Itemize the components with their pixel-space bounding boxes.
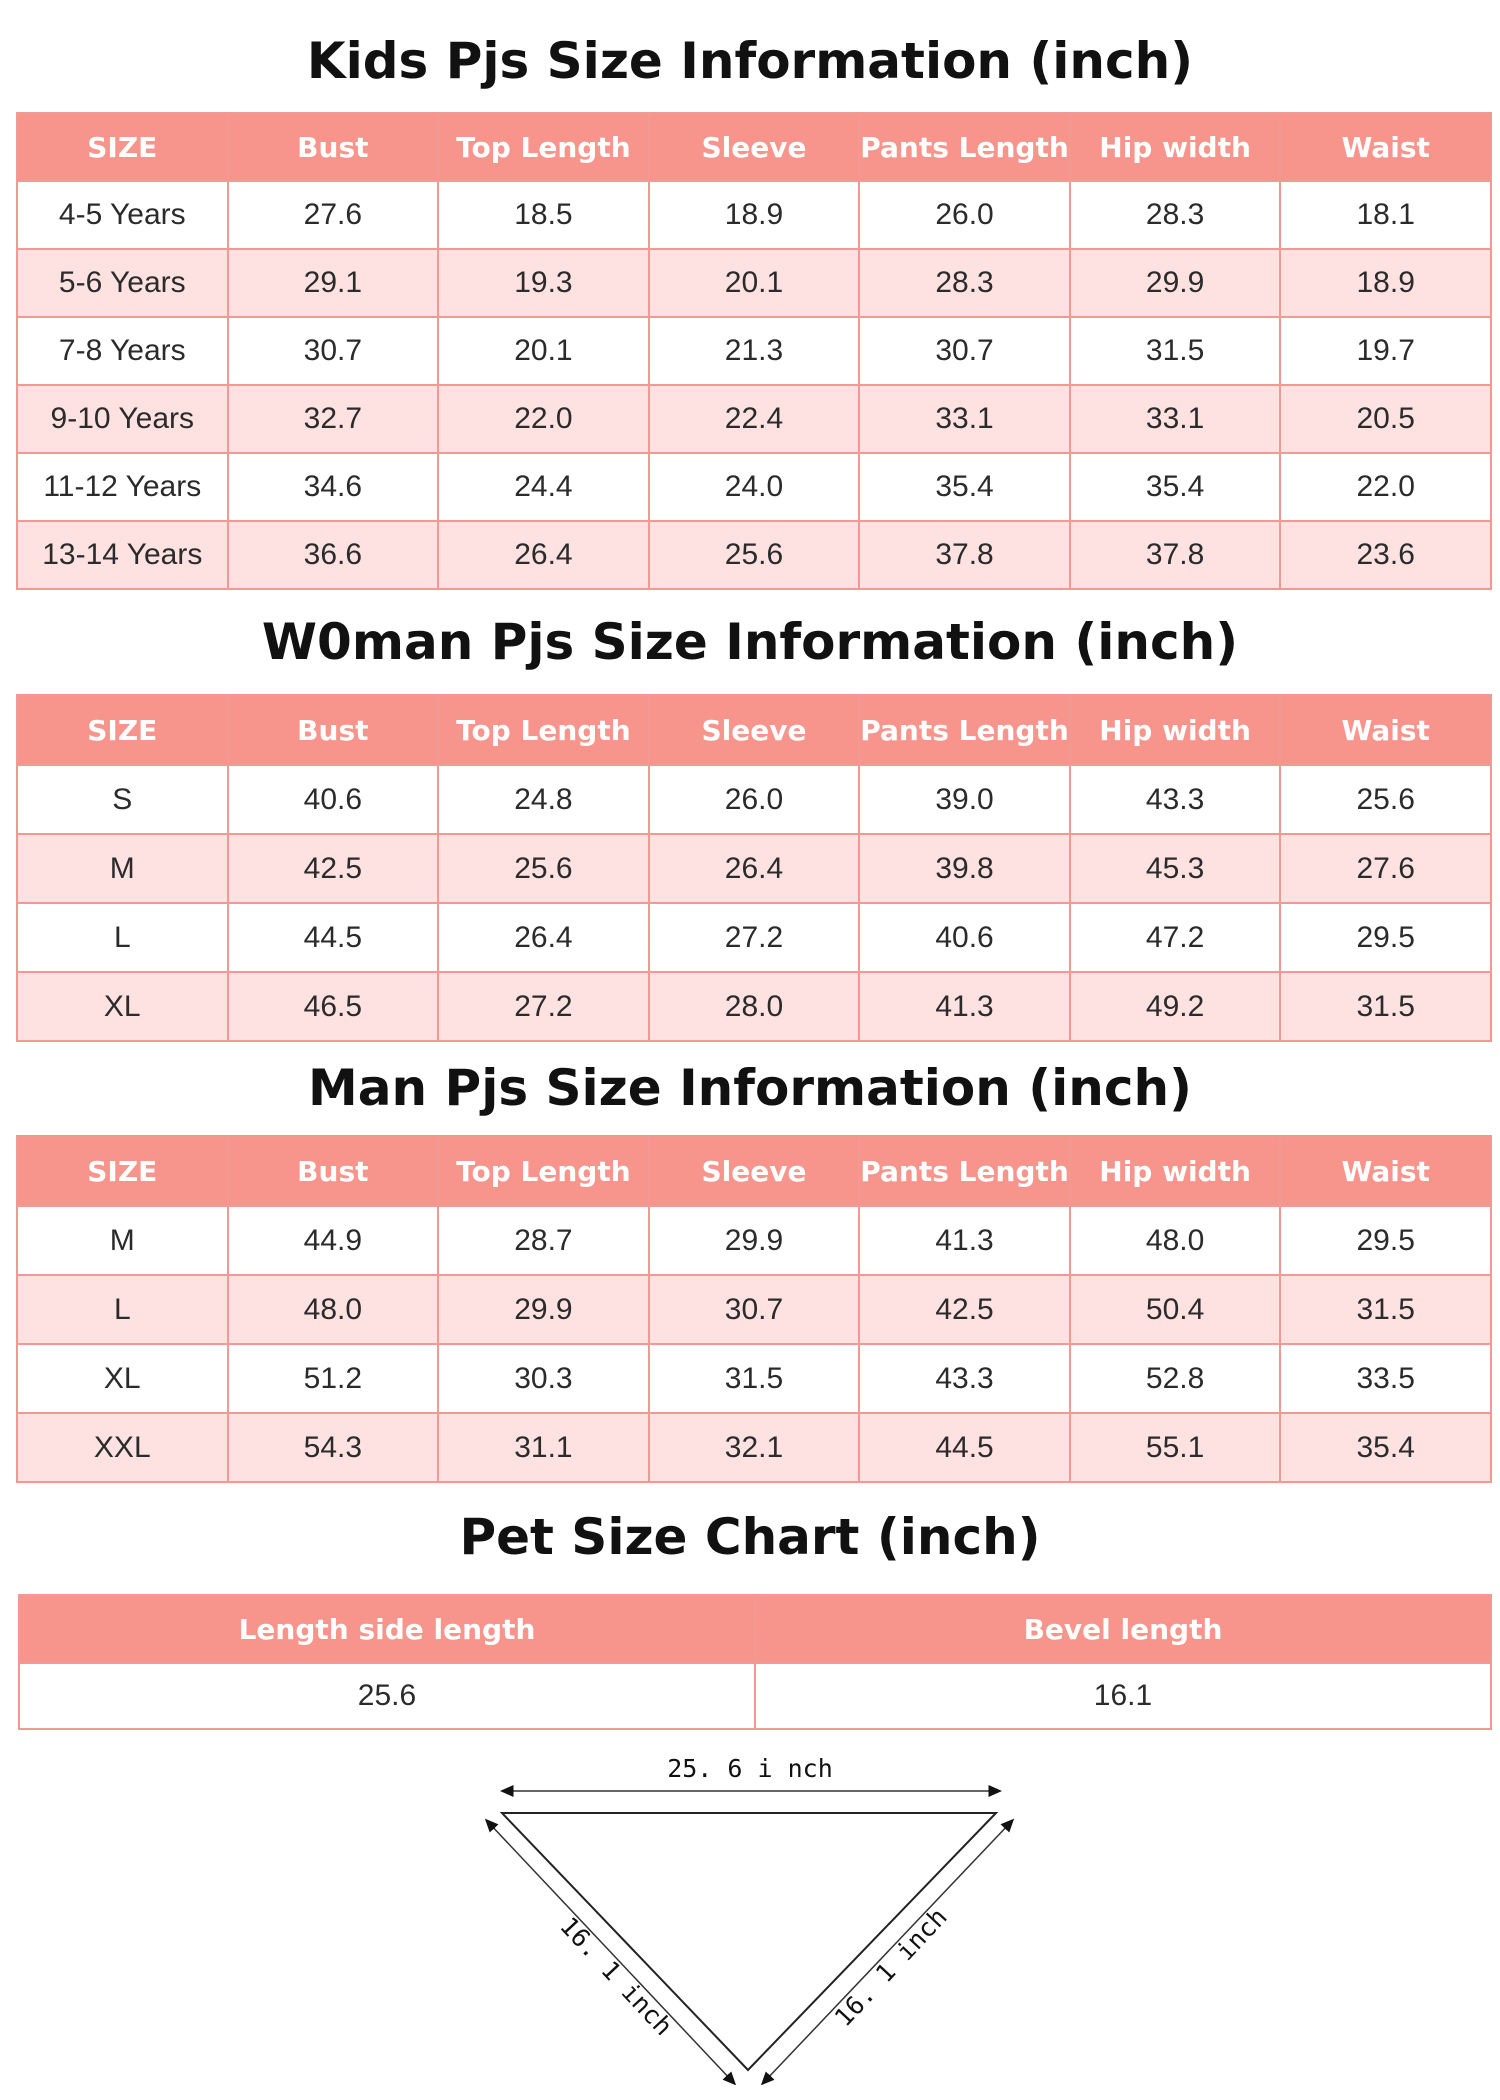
- woman-table-cell: 42.5: [228, 834, 439, 903]
- woman-table-cell: L: [17, 903, 228, 972]
- kids-table-cell: 4-5 Years: [17, 181, 228, 249]
- woman-table-cell: 46.5: [228, 972, 439, 1041]
- kids-table-cell: 18.5: [438, 181, 649, 249]
- kids-header-row: [17, 113, 1491, 181]
- man-table-cell: 48.0: [1070, 1206, 1281, 1275]
- kids-header-cell: Sleeve: [649, 113, 860, 181]
- woman-table-cell: 25.6: [438, 834, 649, 903]
- kids-table-cell: 19.7: [1280, 317, 1491, 385]
- man-table-cell: XXL: [17, 1413, 228, 1482]
- kids-table-cell: 31.5: [1070, 317, 1281, 385]
- kids-title: Kids Pjs Size Information (inch): [306, 32, 1194, 90]
- pet-table-row: [19, 1663, 1491, 1729]
- woman-table-cell: 44.5: [228, 903, 439, 972]
- man-header-cell: SIZE: [17, 1136, 228, 1206]
- kids-table-cell: 33.1: [1070, 385, 1281, 453]
- kids-table-cell: 23.6: [1280, 521, 1491, 589]
- kids-table-cell: 22.0: [438, 385, 649, 453]
- woman-table-cell: 27.6: [1280, 834, 1491, 903]
- man-table-row: [17, 1275, 1491, 1344]
- kids-table-cell: 7-8 Years: [17, 317, 228, 385]
- man-table-cell: 30.3: [438, 1344, 649, 1413]
- kids-table-cell: 24.4: [438, 453, 649, 521]
- pet-table-cell: 16.1: [755, 1663, 1491, 1729]
- woman-table-cell: 41.3: [859, 972, 1070, 1041]
- woman-table-cell: 26.4: [438, 903, 649, 972]
- kids-table-row: [17, 521, 1491, 589]
- woman-header-row: [17, 695, 1491, 765]
- kids-table-row: [17, 249, 1491, 317]
- kids-table-row: [17, 453, 1491, 521]
- man-table-cell: 48.0: [228, 1275, 439, 1344]
- pet-title: Pet Size Chart (inch): [459, 1508, 1041, 1566]
- kids-table-cell: 28.3: [1070, 181, 1281, 249]
- woman-header-cell: Hip width: [1070, 695, 1281, 765]
- kids-table-row: [17, 181, 1491, 249]
- woman-header-cell: Sleeve: [649, 695, 860, 765]
- man-table-cell: XL: [17, 1344, 228, 1413]
- kids-table-row: [17, 317, 1491, 385]
- woman-table-cell: 43.3: [1070, 765, 1281, 834]
- woman-table-cell: 28.0: [649, 972, 860, 1041]
- man-table-cell: 50.4: [1070, 1275, 1281, 1344]
- woman-table-cell: M: [17, 834, 228, 903]
- kids-header-cell: Waist: [1280, 113, 1491, 181]
- man-table-cell: 35.4: [1280, 1413, 1491, 1482]
- kids-table-cell: 20.1: [649, 249, 860, 317]
- man-table-cell: 29.9: [649, 1206, 860, 1275]
- kids-table-cell: 32.7: [228, 385, 439, 453]
- kids-table-cell: 9-10 Years: [17, 385, 228, 453]
- man-table-row: [17, 1413, 1491, 1482]
- kids-header-cell: Hip width: [1070, 113, 1281, 181]
- man-table-cell: 33.5: [1280, 1344, 1491, 1413]
- man-table-cell: 52.8: [1070, 1344, 1281, 1413]
- kids-table-cell: 18.9: [649, 181, 860, 249]
- woman-title: W0man Pjs Size Information (inch): [261, 613, 1239, 671]
- woman-table-row: [17, 903, 1491, 972]
- kids-table-cell: 30.7: [228, 317, 439, 385]
- kids-table-cell: 22.0: [1280, 453, 1491, 521]
- kids-table-cell: 35.4: [1070, 453, 1281, 521]
- man-table-cell: M: [17, 1206, 228, 1275]
- man-table-cell: 31.1: [438, 1413, 649, 1482]
- man-table-cell: 29.9: [438, 1275, 649, 1344]
- man-table-row: [17, 1344, 1491, 1413]
- woman-table-cell: 26.0: [649, 765, 860, 834]
- woman-table-row: [17, 765, 1491, 834]
- kids-table-cell: 28.3: [859, 249, 1070, 317]
- kids-table-cell: 18.9: [1280, 249, 1491, 317]
- woman-table-cell: 31.5: [1280, 972, 1491, 1041]
- woman-table-cell: 39.8: [859, 834, 1070, 903]
- kids-table-cell: 18.1: [1280, 181, 1491, 249]
- man-header-row: [17, 1136, 1491, 1206]
- woman-table-cell: 47.2: [1070, 903, 1281, 972]
- man-table-cell: 30.7: [649, 1275, 860, 1344]
- woman-table-cell: 26.4: [649, 834, 860, 903]
- kids-table-cell: 37.8: [1070, 521, 1281, 589]
- right-dimension-label: 16. 1 inch: [828, 1902, 953, 2033]
- man-table-cell: 42.5: [859, 1275, 1070, 1344]
- pet-bandana-diagram: [460, 1745, 1020, 2085]
- man-table-cell: 41.3: [859, 1206, 1070, 1275]
- kids-header-cell: Bust: [228, 113, 439, 181]
- pet-header-cell: Length side length: [19, 1595, 755, 1663]
- kids-table-cell: 30.7: [859, 317, 1070, 385]
- man-table-cell: 29.5: [1280, 1206, 1491, 1275]
- man-table-cell: 31.5: [649, 1344, 860, 1413]
- man-table-row: [17, 1206, 1491, 1275]
- kids-header-cell: SIZE: [17, 113, 228, 181]
- woman-table-cell: 25.6: [1280, 765, 1491, 834]
- pet-table-cell: 25.6: [19, 1663, 755, 1729]
- kids-table-cell: 20.1: [438, 317, 649, 385]
- kids-table-cell: 35.4: [859, 453, 1070, 521]
- man-table-cell: 54.3: [228, 1413, 439, 1482]
- kids-header-cell: Pants Length: [859, 113, 1070, 181]
- woman-table-cell: 24.8: [438, 765, 649, 834]
- kids-table-cell: 36.6: [228, 521, 439, 589]
- kids-table-cell: 29.9: [1070, 249, 1281, 317]
- man-header-cell: Waist: [1280, 1136, 1491, 1206]
- kids-table-cell: 24.0: [649, 453, 860, 521]
- left-dimension-label: 16. 1 inch: [554, 1911, 679, 2042]
- man-table-cell: 44.9: [228, 1206, 439, 1275]
- pet-size-table: [18, 1594, 1492, 1730]
- man-table-cell: 51.2: [228, 1344, 439, 1413]
- woman-table-cell: 40.6: [859, 903, 1070, 972]
- man-table-cell: L: [17, 1275, 228, 1344]
- man-size-table: [16, 1135, 1492, 1483]
- kids-table-row: [17, 385, 1491, 453]
- top-dimension-label: 25. 6 i nch: [667, 1754, 833, 1783]
- kids-table-cell: 34.6: [228, 453, 439, 521]
- pet-header-cell: Bevel length: [755, 1595, 1491, 1663]
- woman-table-cell: XL: [17, 972, 228, 1041]
- woman-table-row: [17, 834, 1491, 903]
- woman-header-cell: Waist: [1280, 695, 1491, 765]
- woman-table-cell: 40.6: [228, 765, 439, 834]
- kids-table-cell: 11-12 Years: [17, 453, 228, 521]
- woman-table-cell: 27.2: [649, 903, 860, 972]
- kids-table-cell: 22.4: [649, 385, 860, 453]
- kids-size-table: [16, 112, 1492, 590]
- man-header-cell: Top Length: [438, 1136, 649, 1206]
- kids-table-cell: 37.8: [859, 521, 1070, 589]
- kids-table-cell: 33.1: [859, 385, 1070, 453]
- man-table-cell: 44.5: [859, 1413, 1070, 1482]
- kids-table-cell: 21.3: [649, 317, 860, 385]
- man-table-cell: 32.1: [649, 1413, 860, 1482]
- man-table-cell: 28.7: [438, 1206, 649, 1275]
- woman-table-cell: 49.2: [1070, 972, 1281, 1041]
- kids-table-cell: 29.1: [228, 249, 439, 317]
- man-header-cell: Sleeve: [649, 1136, 860, 1206]
- woman-table-cell: 29.5: [1280, 903, 1491, 972]
- woman-size-table: [16, 694, 1492, 1042]
- kids-table-cell: 27.6: [228, 181, 439, 249]
- kids-table-cell: 20.5: [1280, 385, 1491, 453]
- woman-header-cell: Bust: [228, 695, 439, 765]
- kids-table-cell: 13-14 Years: [17, 521, 228, 589]
- woman-header-cell: Pants Length: [859, 695, 1070, 765]
- kids-table-cell: 25.6: [649, 521, 860, 589]
- man-table-cell: 55.1: [1070, 1413, 1281, 1482]
- woman-header-cell: SIZE: [17, 695, 228, 765]
- pet-header-row: [19, 1595, 1491, 1663]
- kids-header-cell: Top Length: [438, 113, 649, 181]
- kids-table-cell: 19.3: [438, 249, 649, 317]
- man-table-cell: 43.3: [859, 1344, 1070, 1413]
- kids-table-cell: 5-6 Years: [17, 249, 228, 317]
- woman-table-cell: 45.3: [1070, 834, 1281, 903]
- man-header-cell: Pants Length: [859, 1136, 1070, 1206]
- man-header-cell: Hip width: [1070, 1136, 1281, 1206]
- woman-table-cell: S: [17, 765, 228, 834]
- kids-table-cell: 26.4: [438, 521, 649, 589]
- woman-header-cell: Top Length: [438, 695, 649, 765]
- man-title: Man Pjs Size Information (inch): [308, 1059, 1192, 1117]
- woman-table-cell: 27.2: [438, 972, 649, 1041]
- woman-table-row: [17, 972, 1491, 1041]
- man-header-cell: Bust: [228, 1136, 439, 1206]
- kids-table-cell: 26.0: [859, 181, 1070, 249]
- woman-table-cell: 39.0: [859, 765, 1070, 834]
- man-table-cell: 31.5: [1280, 1275, 1491, 1344]
